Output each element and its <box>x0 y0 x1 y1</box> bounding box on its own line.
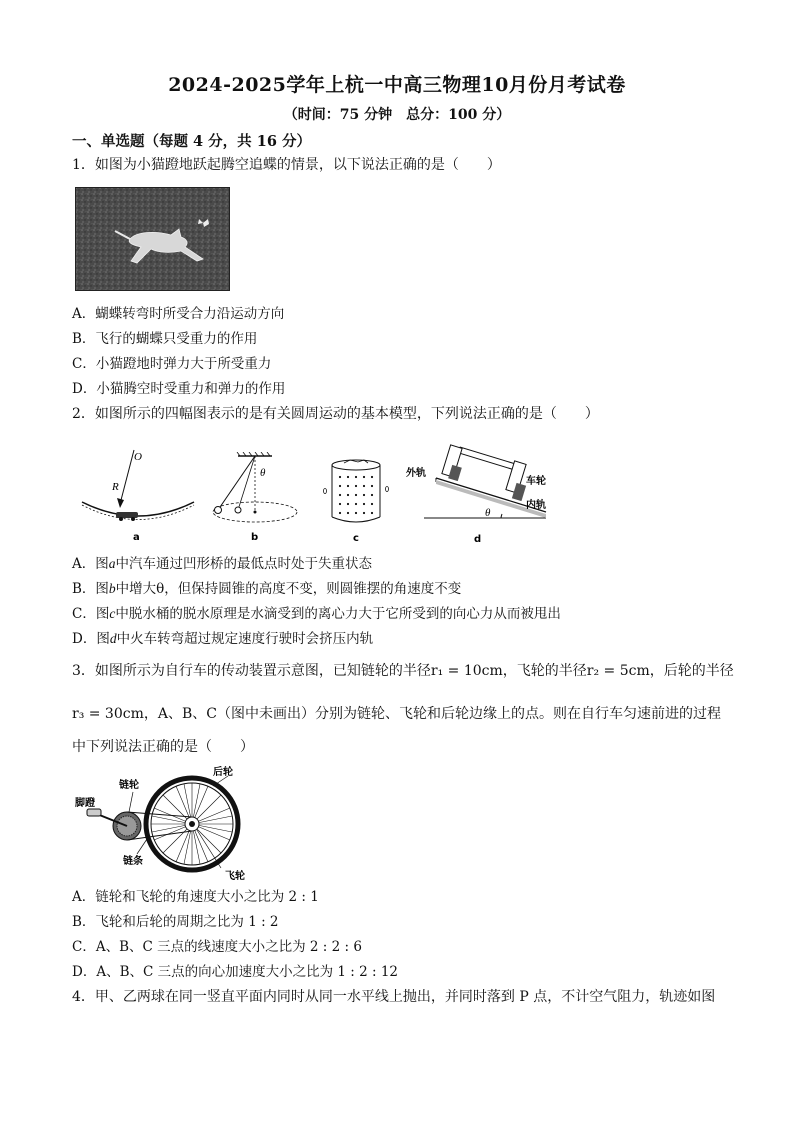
q2-option-c: C．图c中脱水桶的脱水原理是水滴受到的离心力大于它所受到的向心力从而被甩出 <box>72 606 561 622</box>
q1-option-d: D．小猫腾空时受重力和弹力的作用 <box>72 381 286 397</box>
q2-label-theta-d: θ <box>485 507 491 519</box>
q2-option-a: A．图a中汽车通过凹形桥的最低点时处于失重状态 <box>72 556 372 572</box>
q2-label-c: c <box>353 533 359 543</box>
q2-figure-c <box>320 455 392 543</box>
q1-stem: 1．如图为小猫蹬地跃起腾空追蝶的情景，以下说法正确的是（ ） <box>72 157 501 173</box>
q2-label-theta: θ <box>260 467 266 479</box>
q3-label-chainring: 链轮 <box>119 780 139 791</box>
q2-label-R: R <box>112 481 119 493</box>
q1-option-b: B．飞行的蝴蝶只受重力的作用 <box>72 331 258 347</box>
q3-option-d: D．A、B、C 三点的向心加速度大小之比为 1 : 2 : 12 <box>72 964 399 980</box>
q3-label-flywheel: 飞轮 <box>225 871 245 882</box>
q4-stem: 4．甲、乙两球在同一竖直平面内同时从同一水平线上抛出，并同时落到 P 点，不计空气阻力，轨迹如图 <box>72 989 716 1005</box>
q2-option-b: B．图b中增大θ，但保持圆锥的高度不变，则圆锥摆的角速度不变 <box>72 581 462 597</box>
q3-option-c: C．A、B、C 三点的线速度大小之比为 2 : 2 : 6 <box>72 939 362 955</box>
q2-label-inner-rail: 内轨 <box>526 500 546 511</box>
q3-option-a: A．链轮和飞轮的角速度大小之比为 2 : 1 <box>72 889 319 905</box>
exam-subtitle: （时间：75 分钟 总分：100 分） <box>283 107 511 123</box>
q3-bicycle-figure <box>75 764 265 882</box>
q3-stem-line1: 3．如图所示为自行车的传动装置示意图，已知链轮的半径r₁ = 10cm，飞轮的半径r₂ = 5cm，后轮的半径 <box>72 663 734 679</box>
q2-option-d: D．图d中火车转弯超过规定速度行驶时会挤压内轨 <box>72 631 374 647</box>
q1-option-c: C．小猫蹬地时弹力大于所受重力 <box>72 356 272 372</box>
q2-label-d: d <box>474 534 482 545</box>
q3-label-chain: 链条 <box>123 856 143 867</box>
q2-label-b: b <box>251 532 259 542</box>
section-heading: 一、单选题（每题 4 分，共 16 分） <box>72 133 311 150</box>
q2-figure-b <box>210 452 310 542</box>
q1-option-a: A．蝴蝶转弯时所受合力沿运动方向 <box>72 306 285 322</box>
q3-stem-line2: r₃ = 30cm，A、B、C（图中未画出）分别为链轮、飞轮和后轮边缘上的点。则在自行车匀速前进的过程 <box>72 706 721 722</box>
q3-label-rear-wheel: 后轮 <box>213 767 233 778</box>
q1-cat-photo <box>75 187 230 291</box>
exam-title: 2024-2025学年上杭一中高三物理10月份月考试卷 <box>168 74 626 96</box>
q3-label-pedal: 脚蹬 <box>75 798 95 809</box>
q2-label-outer-rail: 外轨 <box>406 468 426 479</box>
q2-label-a: a <box>133 532 140 542</box>
q3-option-b: B．飞轮和后轮的周期之比为 1 : 2 <box>72 914 279 930</box>
q2-figure-a <box>78 442 198 542</box>
q2-stem: 2．如图所示的四幅图表示的是有关圆周运动的基本模型，下列说法正确的是（ ） <box>72 406 599 422</box>
q2-label-wheel: 车轮 <box>526 476 546 487</box>
q2-label-O: O <box>134 451 142 463</box>
q3-stem-line3: 中下列说法正确的是（ ） <box>72 739 254 755</box>
q2-figure-d <box>406 440 556 545</box>
